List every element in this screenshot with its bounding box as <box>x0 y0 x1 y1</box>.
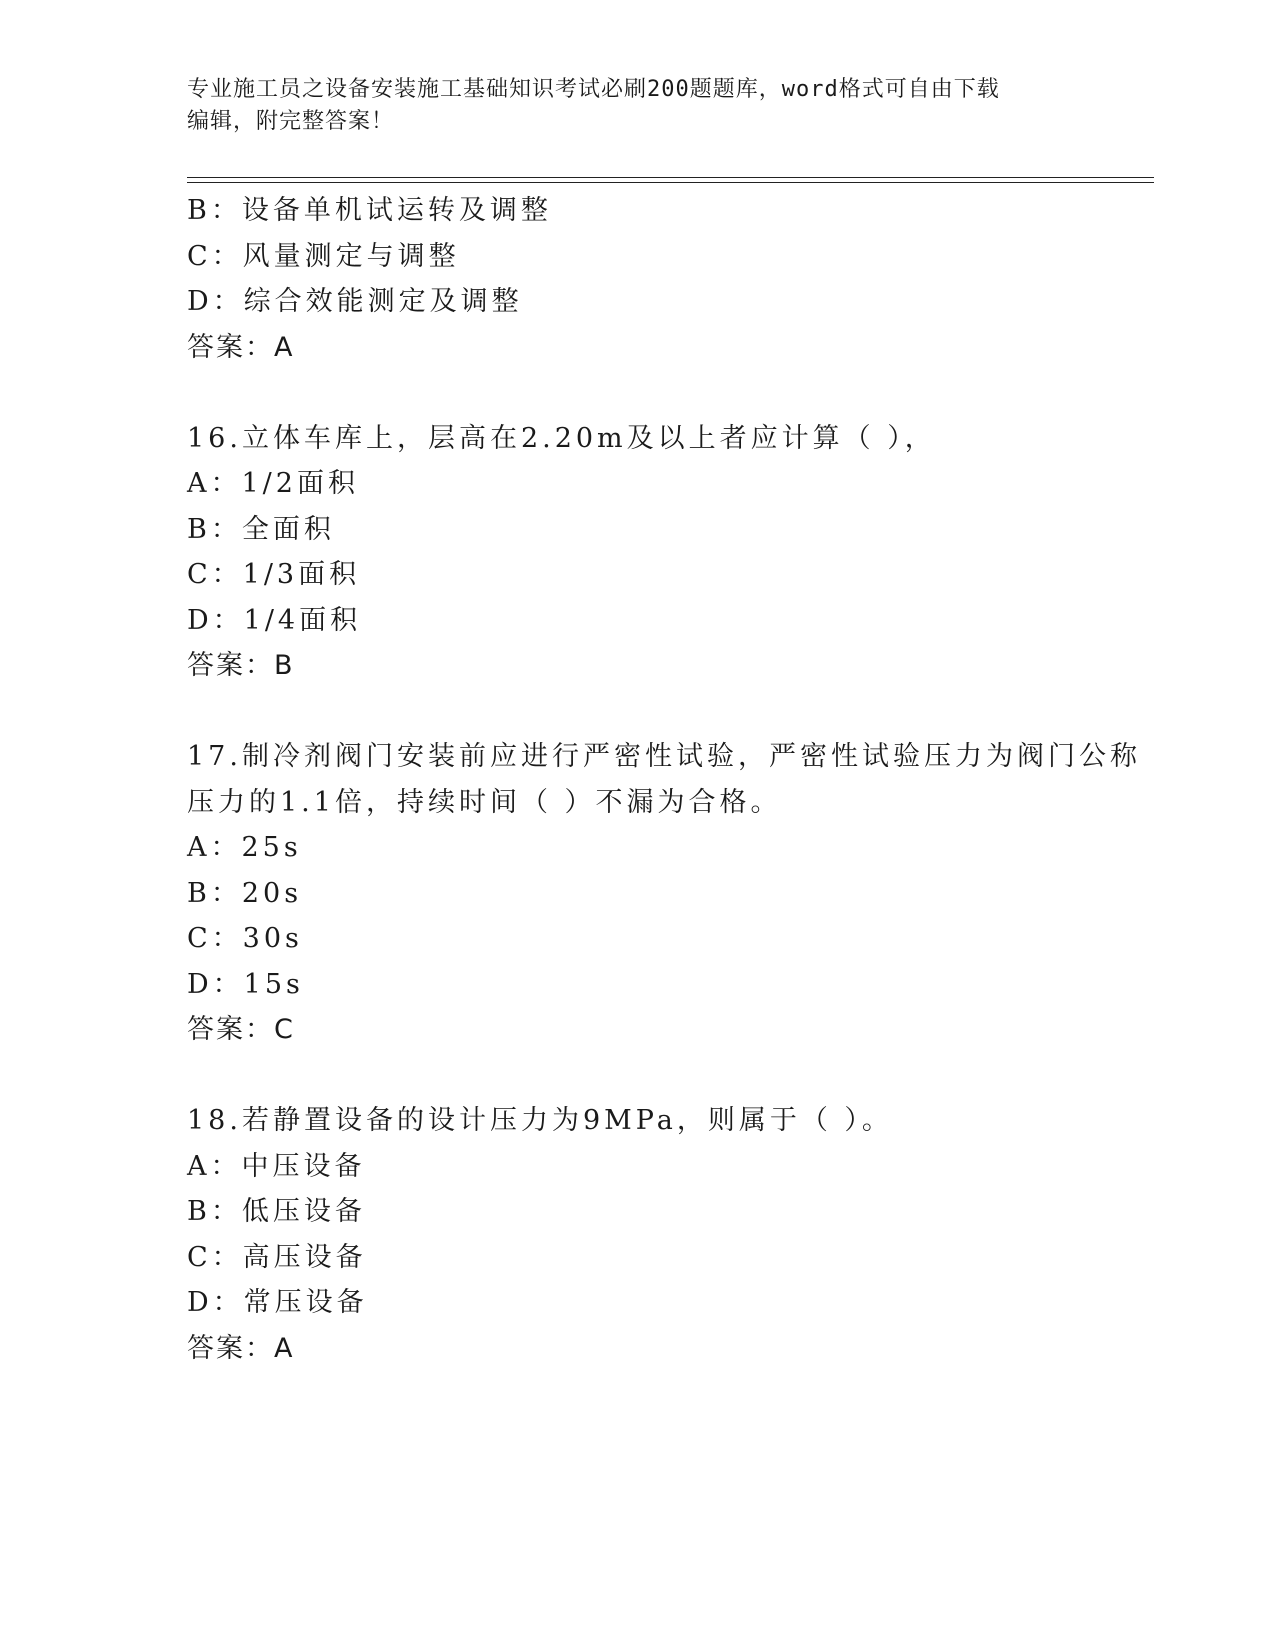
option-b: B：20s <box>187 877 303 909</box>
document-header <box>187 74 1067 138</box>
header-title-line-1: 专业施工员之设备安装施工基础知识考试必刷200题题库，word格式可自由下载 <box>187 77 1000 102</box>
answer-line: 答案：A <box>187 1332 295 1364</box>
question-16-block <box>187 416 1147 689</box>
option-d: D：15s <box>187 968 304 1000</box>
option-c: C：1/3面积 <box>187 559 361 590</box>
option-a: A：25s <box>187 832 302 863</box>
header-divider-bottom <box>187 182 1154 183</box>
option-b: B：全面积 <box>187 513 335 545</box>
answer-line: 答案：A <box>187 331 295 363</box>
option-a: A：中压设备 <box>187 1150 366 1182</box>
option-c: C：风量测定与调整 <box>187 240 460 272</box>
question-stem-line-1: 17.制冷剂阀门安装前应进行严密性试验，严密性试验压力为阀门公称 <box>187 741 1141 772</box>
question-18-block <box>187 1098 1147 1371</box>
spacer <box>187 689 1147 735</box>
spacer <box>187 370 1147 416</box>
option-d: D：1/4面积 <box>187 604 362 636</box>
answer-line: 答案：C <box>187 1014 295 1045</box>
question-stem-line-2: 压力的1.1倍，持续时间（ ）不漏为合格。 <box>187 786 782 818</box>
option-a: A：1/2面积 <box>187 468 359 499</box>
spacer <box>187 1053 1147 1099</box>
option-d: D：常压设备 <box>187 1287 368 1318</box>
answer-line: 答案：B <box>187 650 295 681</box>
question-stem: 16.立体车库上，层高在2.20m及以上者应计算（ ）， <box>187 422 936 454</box>
option-d: D：综合效能测定及调整 <box>187 286 523 317</box>
header-divider-top <box>187 177 1154 178</box>
option-c: C：30s <box>187 923 303 954</box>
option-b: B：低压设备 <box>187 1196 366 1227</box>
option-c: C：高压设备 <box>187 1241 367 1273</box>
option-b: B：设备单机试运转及调整 <box>187 195 552 226</box>
question-stem: 18.若静置设备的设计压力为9MPa，则属于（ ）。 <box>187 1105 893 1136</box>
document-body <box>187 188 1147 1371</box>
previous-question-block <box>187 188 1147 370</box>
question-17-block <box>187 734 1147 1053</box>
header-title-line-2: 编辑，附完整答案！ <box>187 109 395 134</box>
